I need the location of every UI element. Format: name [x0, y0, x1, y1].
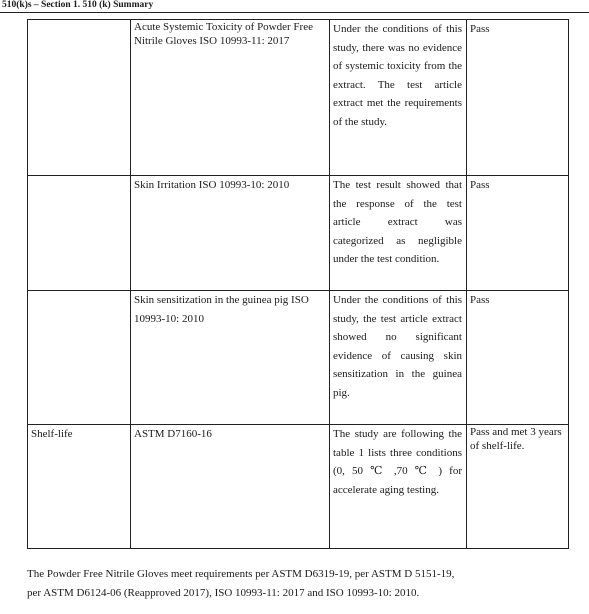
summary-line-1: The Powder Free Nitrile Gloves meet requirements per ASTM D6319-19, per ASTM D 5151-19,	[27, 568, 455, 580]
result-text: Under the conditions of this study, there was no evidence of systemic toxicity from the extract. The test article extract met the requirements of the study.	[333, 23, 462, 128]
summary-paragraph	[27, 565, 575, 602]
table-row	[28, 20, 569, 176]
category-cell	[28, 291, 131, 425]
test-results-table	[27, 19, 569, 549]
category-cell: Shelf-life	[28, 425, 131, 549]
summary-line-2: per ASTM D6124-06 (Reapproved 2017), ISO 10993-11: 2017 and ISO 10993-10: 2010.	[27, 586, 420, 599]
table-row	[28, 176, 569, 291]
result-text: The test result showed that the response of the test article extract was categorized as negligible under the test condition.	[333, 179, 462, 266]
result-cell	[330, 20, 467, 176]
test-cell: Skin Irritation ISO 10993-10: 2010	[131, 176, 330, 291]
test-text: Acute Systemic Toxicity of Powder Free Nitrile Gloves ISO 10993-11: 2017	[134, 21, 313, 47]
conclusion-cell: Pass	[467, 20, 569, 176]
result-cell	[330, 291, 467, 425]
result-text: The study are following the table 1 lists three conditions (0, 50 ℃ ,70 ℃ ) for accelerate aging testing.	[333, 428, 462, 496]
result-text: Under the conditions of this study, the test article extract showed no significant evidence of causing skin sensitization in the guinea pig.	[333, 294, 462, 399]
conclusion-cell: Pass	[467, 291, 569, 425]
conclusion-cell: Pass and met 3 years of shelf-life.	[467, 425, 569, 549]
table-row	[28, 291, 569, 425]
result-cell	[330, 176, 467, 291]
conclusion-cell: Pass	[467, 176, 569, 291]
document-header: 510(k)s – Section 1. 510 (k) Summary	[2, 0, 154, 10]
test-cell: Skin sensitization in the guinea pig ISO 10993-10: 2010	[131, 291, 330, 425]
header-rule	[0, 12, 589, 13]
category-cell	[28, 176, 131, 291]
table-row	[28, 425, 569, 549]
test-cell: ASTM D7160-16	[131, 425, 330, 549]
result-cell	[330, 425, 467, 549]
test-cell	[131, 20, 330, 176]
category-cell	[28, 20, 131, 176]
